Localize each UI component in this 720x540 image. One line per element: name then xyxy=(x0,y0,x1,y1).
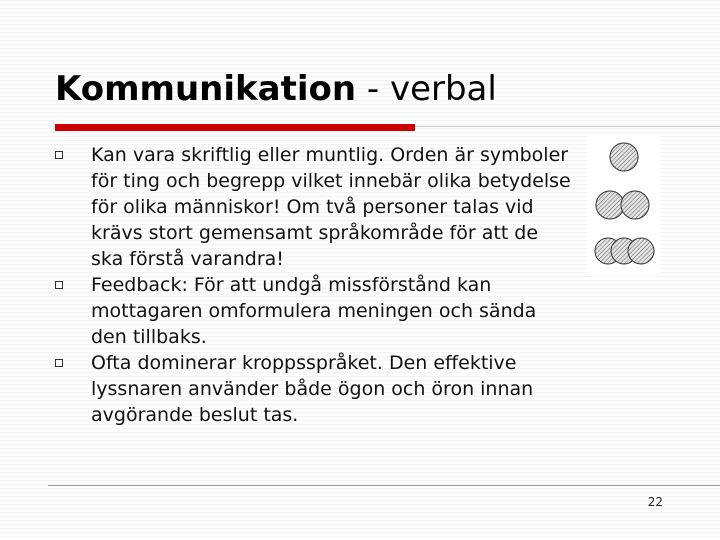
bullet-text: Kan vara skriftlig eller muntlig. Orden är symboler för ting och begrepp vilket innebär olika betydelse för olika människor! Om två personer talas vid krävs stort gemensamt språkområde för att de ska förstå varandra! xyxy=(91,144,571,270)
overlapping-circles-icon xyxy=(587,135,660,275)
slide-title-rest: - verbal xyxy=(356,69,497,109)
bullet-item xyxy=(55,350,575,428)
footer-divider xyxy=(48,485,720,486)
bullet-item xyxy=(55,272,575,350)
bullet-text: Feedback: För att undgå missförstånd kan mottagaren omformulera meningen och sända den tillbaks. xyxy=(91,274,537,348)
square-bullet-icon xyxy=(55,151,63,159)
square-bullet-icon xyxy=(55,359,63,367)
page-number: 22 xyxy=(647,495,663,509)
slide-title-bold: Kommunikation xyxy=(55,69,357,109)
slide-title xyxy=(55,69,497,109)
square-bullet-icon xyxy=(55,281,63,289)
bullet-item xyxy=(55,142,575,272)
title-accent-bar xyxy=(55,124,415,131)
bullet-text: Ofta dominerar kroppsspråket. Den effektive lyssnaren använder både ögon och öron innan avgörande beslut tas. xyxy=(91,352,534,426)
bullet-list xyxy=(55,142,575,428)
